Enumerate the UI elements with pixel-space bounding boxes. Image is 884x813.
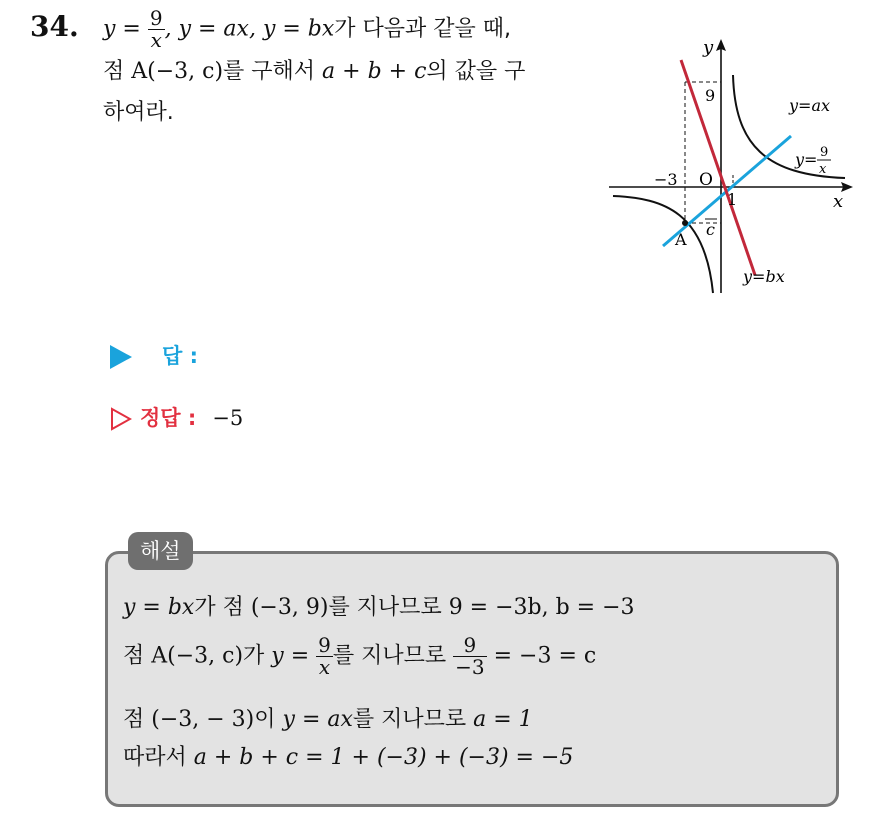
sol4-result: a + b + c = 1 + (−3) + (−3) = −5: [193, 745, 574, 770]
sol2-y: y =: [271, 643, 317, 669]
solution-tab: 해설: [128, 532, 193, 570]
sol2-frac2-num: 9: [463, 633, 477, 657]
sol2-frac2-den: −3: [455, 655, 485, 679]
graph: [605, 35, 855, 297]
line2-a: 점: [103, 59, 132, 84]
expr-abc: a + b + c: [322, 59, 427, 84]
label-A: A: [675, 230, 687, 249]
line1-korean: 가 다음과 같을 때,: [334, 16, 512, 42]
problem-text: [103, 8, 583, 133]
sol2-frac1-num: 9: [318, 633, 331, 657]
origin-label: O: [699, 170, 713, 190]
fraction-9-over-x: [148, 8, 165, 51]
point-A: A(−3, c): [131, 59, 224, 84]
eq-y: y =: [103, 16, 148, 42]
tick-1: 1: [727, 190, 738, 209]
sol2-point: A(−3, c): [151, 643, 244, 669]
answer-label: 답 :: [162, 344, 198, 368]
tick-9: 9: [705, 86, 716, 105]
sol1-point: (−3, 9): [250, 595, 329, 620]
line2-c: 의 값을 구: [426, 59, 526, 84]
sol1-k2: 를 지나므로: [328, 595, 449, 620]
label-hyp-num: 9: [820, 145, 829, 160]
sol3-result: a = 1: [473, 707, 533, 732]
correct-answer-row: [110, 402, 243, 432]
correct-triangle-icon: [110, 407, 132, 431]
sol3-k: 점: [123, 707, 152, 732]
sol4-k: 따라서: [123, 745, 194, 770]
sol1-result: 9 = −3b, b = −3: [448, 595, 635, 620]
y-axis-label: y: [703, 37, 714, 58]
question-number: 34.: [30, 10, 79, 43]
sol3-k3: 를 지나므로: [352, 707, 474, 732]
eq-lines: , y = ax, y = bx: [164, 16, 335, 42]
sol3-point: (−3, − 3): [151, 707, 255, 732]
label-bx: y=bx: [743, 267, 785, 286]
answer-triangle-icon: [110, 345, 132, 369]
sol3-k2: 이: [254, 707, 283, 732]
sol2-frac-9-over-neg3: [453, 635, 486, 678]
line2-b: 를 구해서: [223, 59, 323, 84]
sol1-k: 가 점: [194, 595, 251, 620]
label-hyp-prefix: y=: [795, 150, 818, 169]
correct-value: −5: [212, 406, 244, 430]
hyperbola-q1: [733, 75, 845, 178]
solution-line-2: [123, 635, 596, 678]
problem-line-1: [103, 8, 583, 51]
sol2-k: 점: [123, 643, 152, 669]
tick-neg3: −3: [654, 170, 678, 189]
correct-label: 정답 :: [140, 406, 197, 430]
sol2-result: = −3 = c: [486, 643, 597, 669]
sol2-k3: 를 지나므로: [332, 643, 454, 669]
point-A-dot: [682, 220, 688, 226]
sol2-frac1-den: x: [316, 656, 333, 678]
line-bx: [681, 60, 755, 275]
frac-numerator: 9: [149, 6, 163, 30]
sol3-y: y = ax: [282, 707, 353, 732]
solution-line-1: [123, 590, 635, 621]
sol1-eq: y = bx: [123, 595, 195, 620]
label-ax: y=ax: [789, 96, 831, 115]
solution-line-4: [123, 740, 573, 771]
sol2-frac-9-over-x: [316, 635, 333, 678]
x-axis-label: x: [833, 191, 844, 212]
frac-denominator: x: [148, 29, 165, 51]
solution-line-3: [123, 702, 533, 733]
tick-c: c: [706, 220, 715, 239]
answer-row: [110, 340, 198, 370]
problem-line-3: 하여라.: [103, 100, 174, 125]
problem-line-2: [103, 51, 583, 92]
label-hyp-den: x: [819, 162, 827, 177]
sol2-k2: 가: [243, 643, 272, 669]
